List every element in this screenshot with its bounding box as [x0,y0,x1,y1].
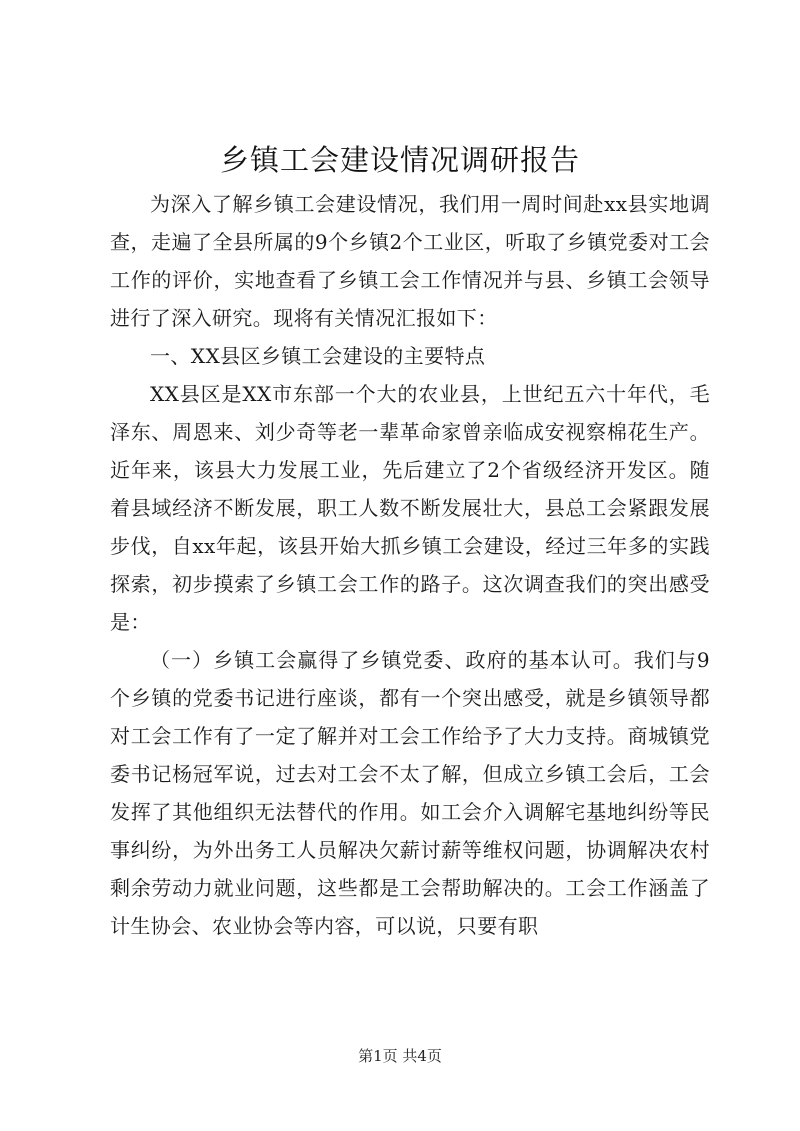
subsection-paragraph: （一）乡镇工会赢得了乡镇党委、政府的基本认可。我们与9个乡镇的党委书记进行座谈，都有一个突出感受，就是乡镇领导都对工会工作有了一定了解并对工会工作给予了大力支持。商城镇党委书记杨冠军说，过去对工会不太了解，但成立乡镇工会后，工会发挥了其他组织无法替代的作用。如工会介入调解宅基地纠纷等民事纠纷，为外出务工人员解决欠薪讨薪等维权问题，协调解决农村剩余劳动力就业问题，这些都是工会帮助解决的。工会工作涵盖了计生协会、农业协会等内容，可以说，只要有职 [110,648,710,938]
intro-paragraph: 为深入了解乡镇工会建设情况，我们用一周时间赴xx县实地调查，走遍了全县所属的9个乡镇2个工业区，听取了乡镇党委对工会工作的评价，实地查看了乡镇工会工作情况并与县、乡镇工会领导进行了深入研究。现将有关情况汇报如下： [110,192,710,330]
document-title: 乡镇工会建设情况调研报告 [219,143,580,177]
section-heading: 一、XX县区乡镇工会建设的主要特点 [150,344,486,368]
background-paragraph: XX县区是XX市东部一个大的农业县，上世纪五六十年代，毛泽东、周恩来、刘少奇等老一辈革命家曾亲临成安视察棉花生产。近年来，该县大力发展工业，先后建立了2个省级经济开发区。随着县域经济不断发展，职工人数不断发展壮大，县总工会紧跟发展步伐，自xx年起，该县开始大抓乡镇工会建设，经过三年多的实践探索，初步摸索了乡镇工会工作的路子。这次调查我们的突出感受是： [110,382,710,634]
document-body [110,185,710,945]
page-number-footer: 第1页 共4页 [358,1047,442,1065]
